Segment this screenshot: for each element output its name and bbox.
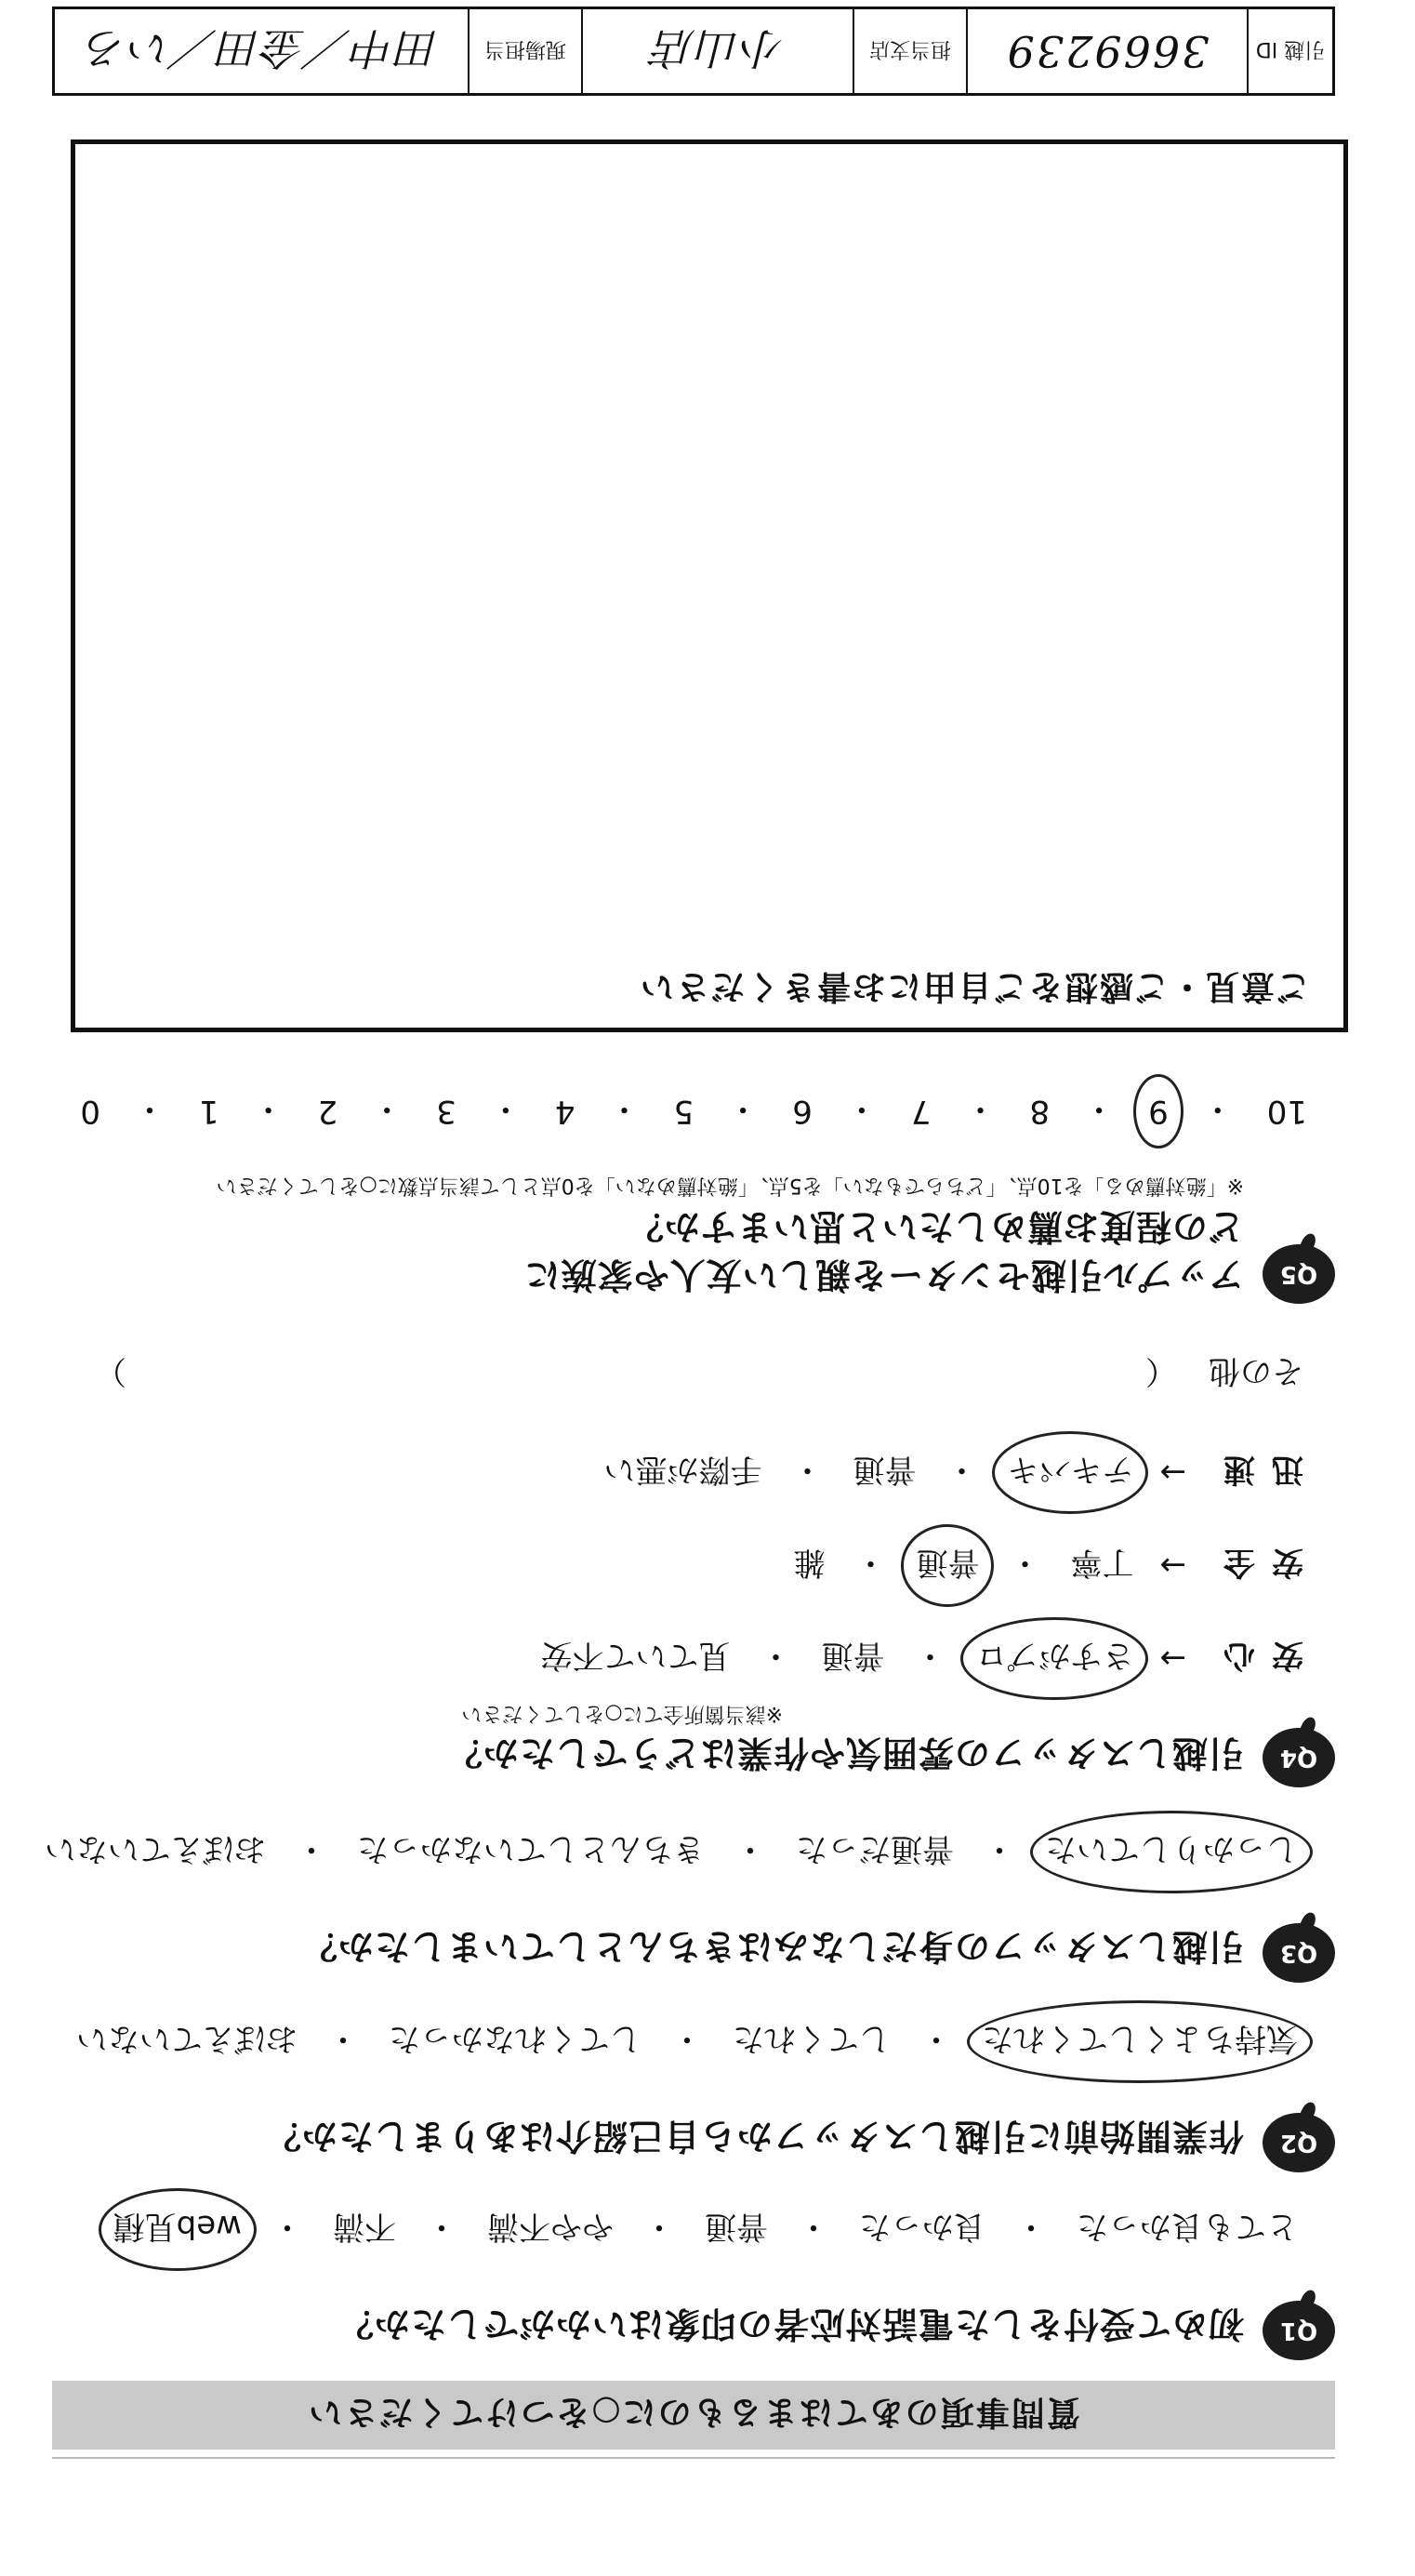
q2-options — [71, 2017, 1303, 2066]
q3-option[interactable]: 普通だった — [796, 1830, 954, 1867]
q1-badge: Q1 — [1263, 2301, 1335, 2360]
q4-row-anzen — [788, 1541, 1304, 1590]
branch-value: 小山店 — [651, 23, 785, 73]
q5-scale — [74, 1089, 1313, 1135]
q1-option[interactable]: 不満 — [333, 2208, 396, 2245]
q1-option[interactable]: 良かった — [859, 2208, 985, 2245]
footer-table — [52, 7, 1335, 96]
q5-score-option[interactable]: 7 — [910, 1093, 932, 1131]
q4-note: ※該当箇所全てに○をしてください — [461, 1702, 783, 1725]
separator-dot: ・ — [1201, 1090, 1234, 1127]
q4-row2-option[interactable]: 手際が悪い — [603, 1451, 762, 1488]
q4-other-label: その他 — [1209, 1352, 1303, 1389]
q5-score-option[interactable]: 0 — [80, 1093, 100, 1131]
separator-dot: ・ — [964, 1090, 997, 1127]
separator-dot: ・ — [734, 1830, 766, 1867]
q5-score-option[interactable]: 3 — [436, 1093, 456, 1131]
q5-score-option[interactable]: 8 — [1029, 1093, 1051, 1131]
q5-score-option[interactable]: 5 — [673, 1093, 694, 1131]
q1-option[interactable]: 普通 — [705, 2208, 768, 2245]
separator-dot: ・ — [296, 1830, 327, 1867]
q2-option[interactable]: おぼえていない — [76, 2020, 298, 2057]
leader-value: 田中／金田／いろ — [83, 23, 440, 73]
branch-value-cell — [581, 9, 853, 93]
q4-badge: Q4 — [1263, 1728, 1335, 1787]
q2-question: 作業開始前に引越しスタッフから自己紹介はありましたか？ — [264, 2116, 1244, 2157]
leader-label-cell — [468, 9, 581, 93]
q4-row1-option[interactable]: 普通 — [911, 1541, 985, 1590]
q5-question-line1: アップル引越センターを親しい友人や家族に — [523, 1255, 1244, 1295]
id-label-cell — [1247, 9, 1332, 93]
separator-dot: ・ — [920, 2020, 952, 2057]
q3-badge: Q3 — [1263, 1923, 1335, 1983]
q5-score-option[interactable]: 1 — [198, 1093, 219, 1131]
separator-dot: ・ — [426, 2208, 457, 2245]
instruction-banner — [52, 2381, 1335, 2450]
q3-option[interactable]: きちんとしていなかった — [357, 1830, 705, 1867]
leader-value-cell — [55, 9, 468, 93]
q4-row0-option[interactable]: 見ていて不安 — [540, 1637, 731, 1674]
q2-option[interactable]: してくれなかった — [389, 2020, 641, 2057]
q4-question: 引越しスタッフの雰囲気や作業はどうでしたか？ — [445, 1733, 1244, 1773]
separator-dot: ・ — [371, 1090, 403, 1127]
q4-other-close: ） — [95, 1352, 126, 1389]
separator-dot: ・ — [760, 1637, 792, 1674]
q5-note: ※「絶対薦める」を10点、「どちらでもない」を5点、「絶対薦めない」を0点として該当点数に○をしてください — [216, 1174, 1244, 1197]
q4-row-label: 迅速 — [1207, 1451, 1303, 1488]
q4-row0-option[interactable]: さすがプロ — [971, 1634, 1140, 1683]
q5-score-option[interactable]: 9 — [1143, 1092, 1174, 1133]
separator-dot: ・ — [252, 1090, 284, 1127]
separator-dot: ・ — [1009, 1544, 1041, 1581]
separator-dot: ・ — [914, 1637, 946, 1674]
separator-dot: ・ — [854, 1544, 887, 1581]
q4-row-label: 安全 — [1207, 1544, 1303, 1581]
separator-dot: ・ — [643, 2208, 675, 2245]
q3-option[interactable]: しっかりしていた — [1039, 1827, 1303, 1877]
id-label: 引越 ID — [1255, 37, 1326, 61]
q2-option[interactable]: してくれた — [733, 2020, 891, 2057]
q3-question: 引越しスタッフの身だしなみはきちんとしていましたか？ — [300, 1926, 1244, 1967]
q1-option[interactable]: とても良かった — [1077, 2208, 1298, 2245]
separator-dot: ・ — [1015, 2208, 1047, 2245]
separator-dot: ・ — [271, 2208, 303, 2245]
q1-option[interactable]: web見積 — [108, 2205, 247, 2254]
q1-question: 初めて受付をした電話対応者の印象はいかがでしたか？ — [337, 2304, 1244, 2344]
q2-badge: Q2 — [1263, 2113, 1335, 2172]
q4-other — [95, 1351, 1303, 1397]
q1-option[interactable]: やや不満 — [487, 2208, 614, 2245]
q4-row2-option[interactable]: テキパキ — [1002, 1448, 1140, 1497]
q3-option[interactable]: おぼえていない — [45, 1830, 266, 1867]
q4-row2-option[interactable]: 普通 — [853, 1451, 917, 1488]
separator-dot: ・ — [489, 1090, 522, 1127]
separator-dot: ・ — [671, 2020, 703, 2057]
q5-score-option[interactable]: 2 — [317, 1093, 338, 1131]
q5-score-option[interactable]: 6 — [792, 1093, 813, 1131]
id-value-cell — [966, 9, 1247, 93]
q1-options — [108, 2205, 1303, 2254]
separator-dot: ・ — [845, 1090, 878, 1127]
branch-label-cell — [853, 9, 966, 93]
comments-box[interactable] — [71, 139, 1348, 1032]
branch-label: 担当支店 — [869, 37, 952, 61]
separator-dot: ・ — [798, 2208, 829, 2245]
separator-dot: ・ — [727, 1090, 760, 1127]
comments-title: ご意見・ご感想をご自由にお書きください — [638, 967, 1310, 1005]
q4-row-jinsoku — [599, 1448, 1304, 1497]
q5-score-option[interactable]: 10 — [1266, 1093, 1307, 1131]
q5-score-option[interactable]: 4 — [554, 1093, 575, 1131]
q4-row1-option[interactable]: 丁寧 — [1070, 1544, 1134, 1581]
leader-label: 現場担当 — [484, 37, 567, 61]
q3-options — [39, 1827, 1303, 1877]
q4-row1-option[interactable]: 雑 — [793, 1544, 826, 1581]
q5-badge: Q5 — [1263, 1244, 1335, 1304]
arrow-right-icon: → — [1159, 1640, 1186, 1678]
separator-dot: ・ — [791, 1451, 824, 1488]
arrow-right-icon: → — [1159, 1454, 1186, 1492]
separator-dot: ・ — [1083, 1090, 1116, 1127]
q4-other-open: （ — [1145, 1352, 1177, 1389]
separator-dot: ・ — [133, 1090, 165, 1127]
instruction-text: 質問事項のあてはまるものに○をつけてください — [307, 2393, 1080, 2432]
arrow-right-icon: → — [1159, 1547, 1186, 1585]
separator-dot: ・ — [984, 1830, 1015, 1867]
q4-row-anshin — [536, 1634, 1304, 1683]
separator-dot: ・ — [608, 1090, 641, 1127]
q2-option[interactable]: 気持ちよくしてくれた — [976, 2017, 1303, 2066]
crop-line — [52, 2457, 1335, 2459]
q5-question-line2: どの程度お薦めしたいと思いますか？ — [627, 1206, 1244, 1247]
q4-row0-option[interactable]: 普通 — [821, 1637, 885, 1674]
separator-dot: ・ — [946, 1451, 978, 1488]
separator-dot: ・ — [327, 2020, 359, 2057]
id-value: 3669239 — [1005, 26, 1210, 76]
q4-row-label: 安心 — [1207, 1637, 1303, 1674]
